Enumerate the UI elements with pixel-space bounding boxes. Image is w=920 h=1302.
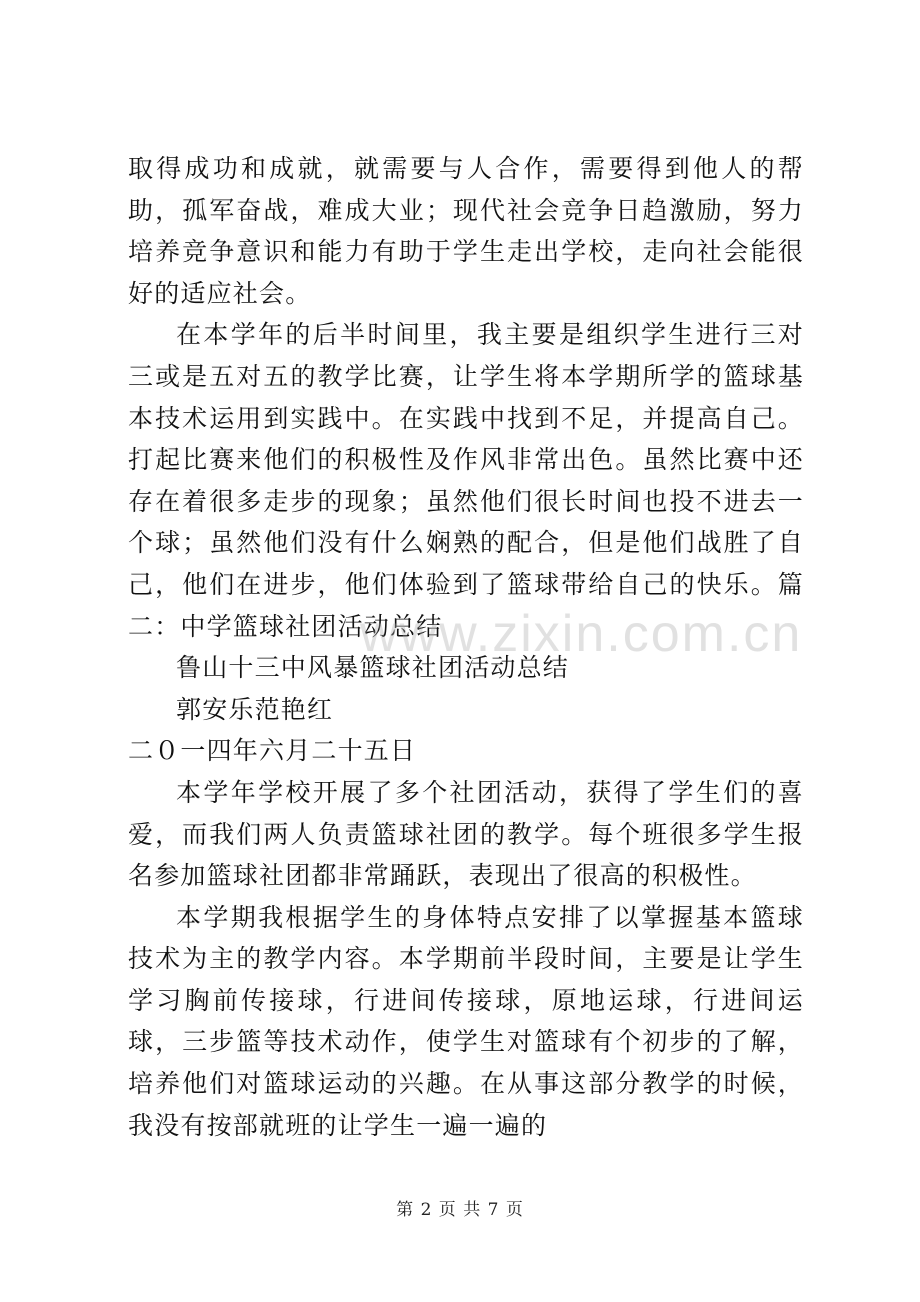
document-body	[128, 148, 804, 1146]
document-authors: 郭安乐范艳红	[176, 694, 334, 724]
page-footer: 第 2 页 共 7 页	[396, 1200, 524, 1220]
document-date: 二０一四年六月二十五日	[128, 736, 417, 766]
paragraph-second-half-semester: 在本学年的后半时间里，我主要是组织学生进行三对三或是五对五的教学比赛，让学生将本学期所学的篮球基本技术运用到实践中。在实践中找到不足，并提高自己。打起比赛来他们的积极性及作风非常出色。虽然比赛中还存在着很多走步的现象；虽然他们很长时间也投不进去一个球；虽然他们没有什么娴熟的配合，但是他们战胜了自己，他们在进步，他们体验到了篮球带给自己的快乐。篇二：中学篮球社团活动总结	[128, 320, 804, 641]
document-title: 鲁山十三中风暴篮球社团活动总结	[176, 653, 570, 683]
paragraph-teaching-content: 本学期我根据学生的身体特点安排了以掌握基本篮球技术为主的教学内容。本学期前半段时间，主要是让学生学习胸前传接球，行进间传接球，原地运球，行进间运球，三步篮等技术动作，使学生对篮球有个初步的了解，培养他们对篮球运动的兴趣。在从事这部分教学的时候，我没有按部就班的让学生一遍一遍的	[128, 902, 804, 1140]
paragraph-continuation: 取得成功和成就，就需要与人合作，需要得到他人的帮助，孤军奋战，难成大业；现代社会竞争日趋激励，努力培养竞争意识和能力有助于学生走出学校，走向社会能很好的适应社会。	[128, 154, 804, 308]
watermark: www.zixin.com.cn	[360, 605, 803, 663]
paragraph-club-intro: 本学年学校开展了多个社团活动，获得了学生们的喜爱，而我们两人负责篮球社团的教学。每个班很多学生报名参加篮球社团都非常踊跃，表现出了很高的积极性。	[128, 777, 804, 891]
